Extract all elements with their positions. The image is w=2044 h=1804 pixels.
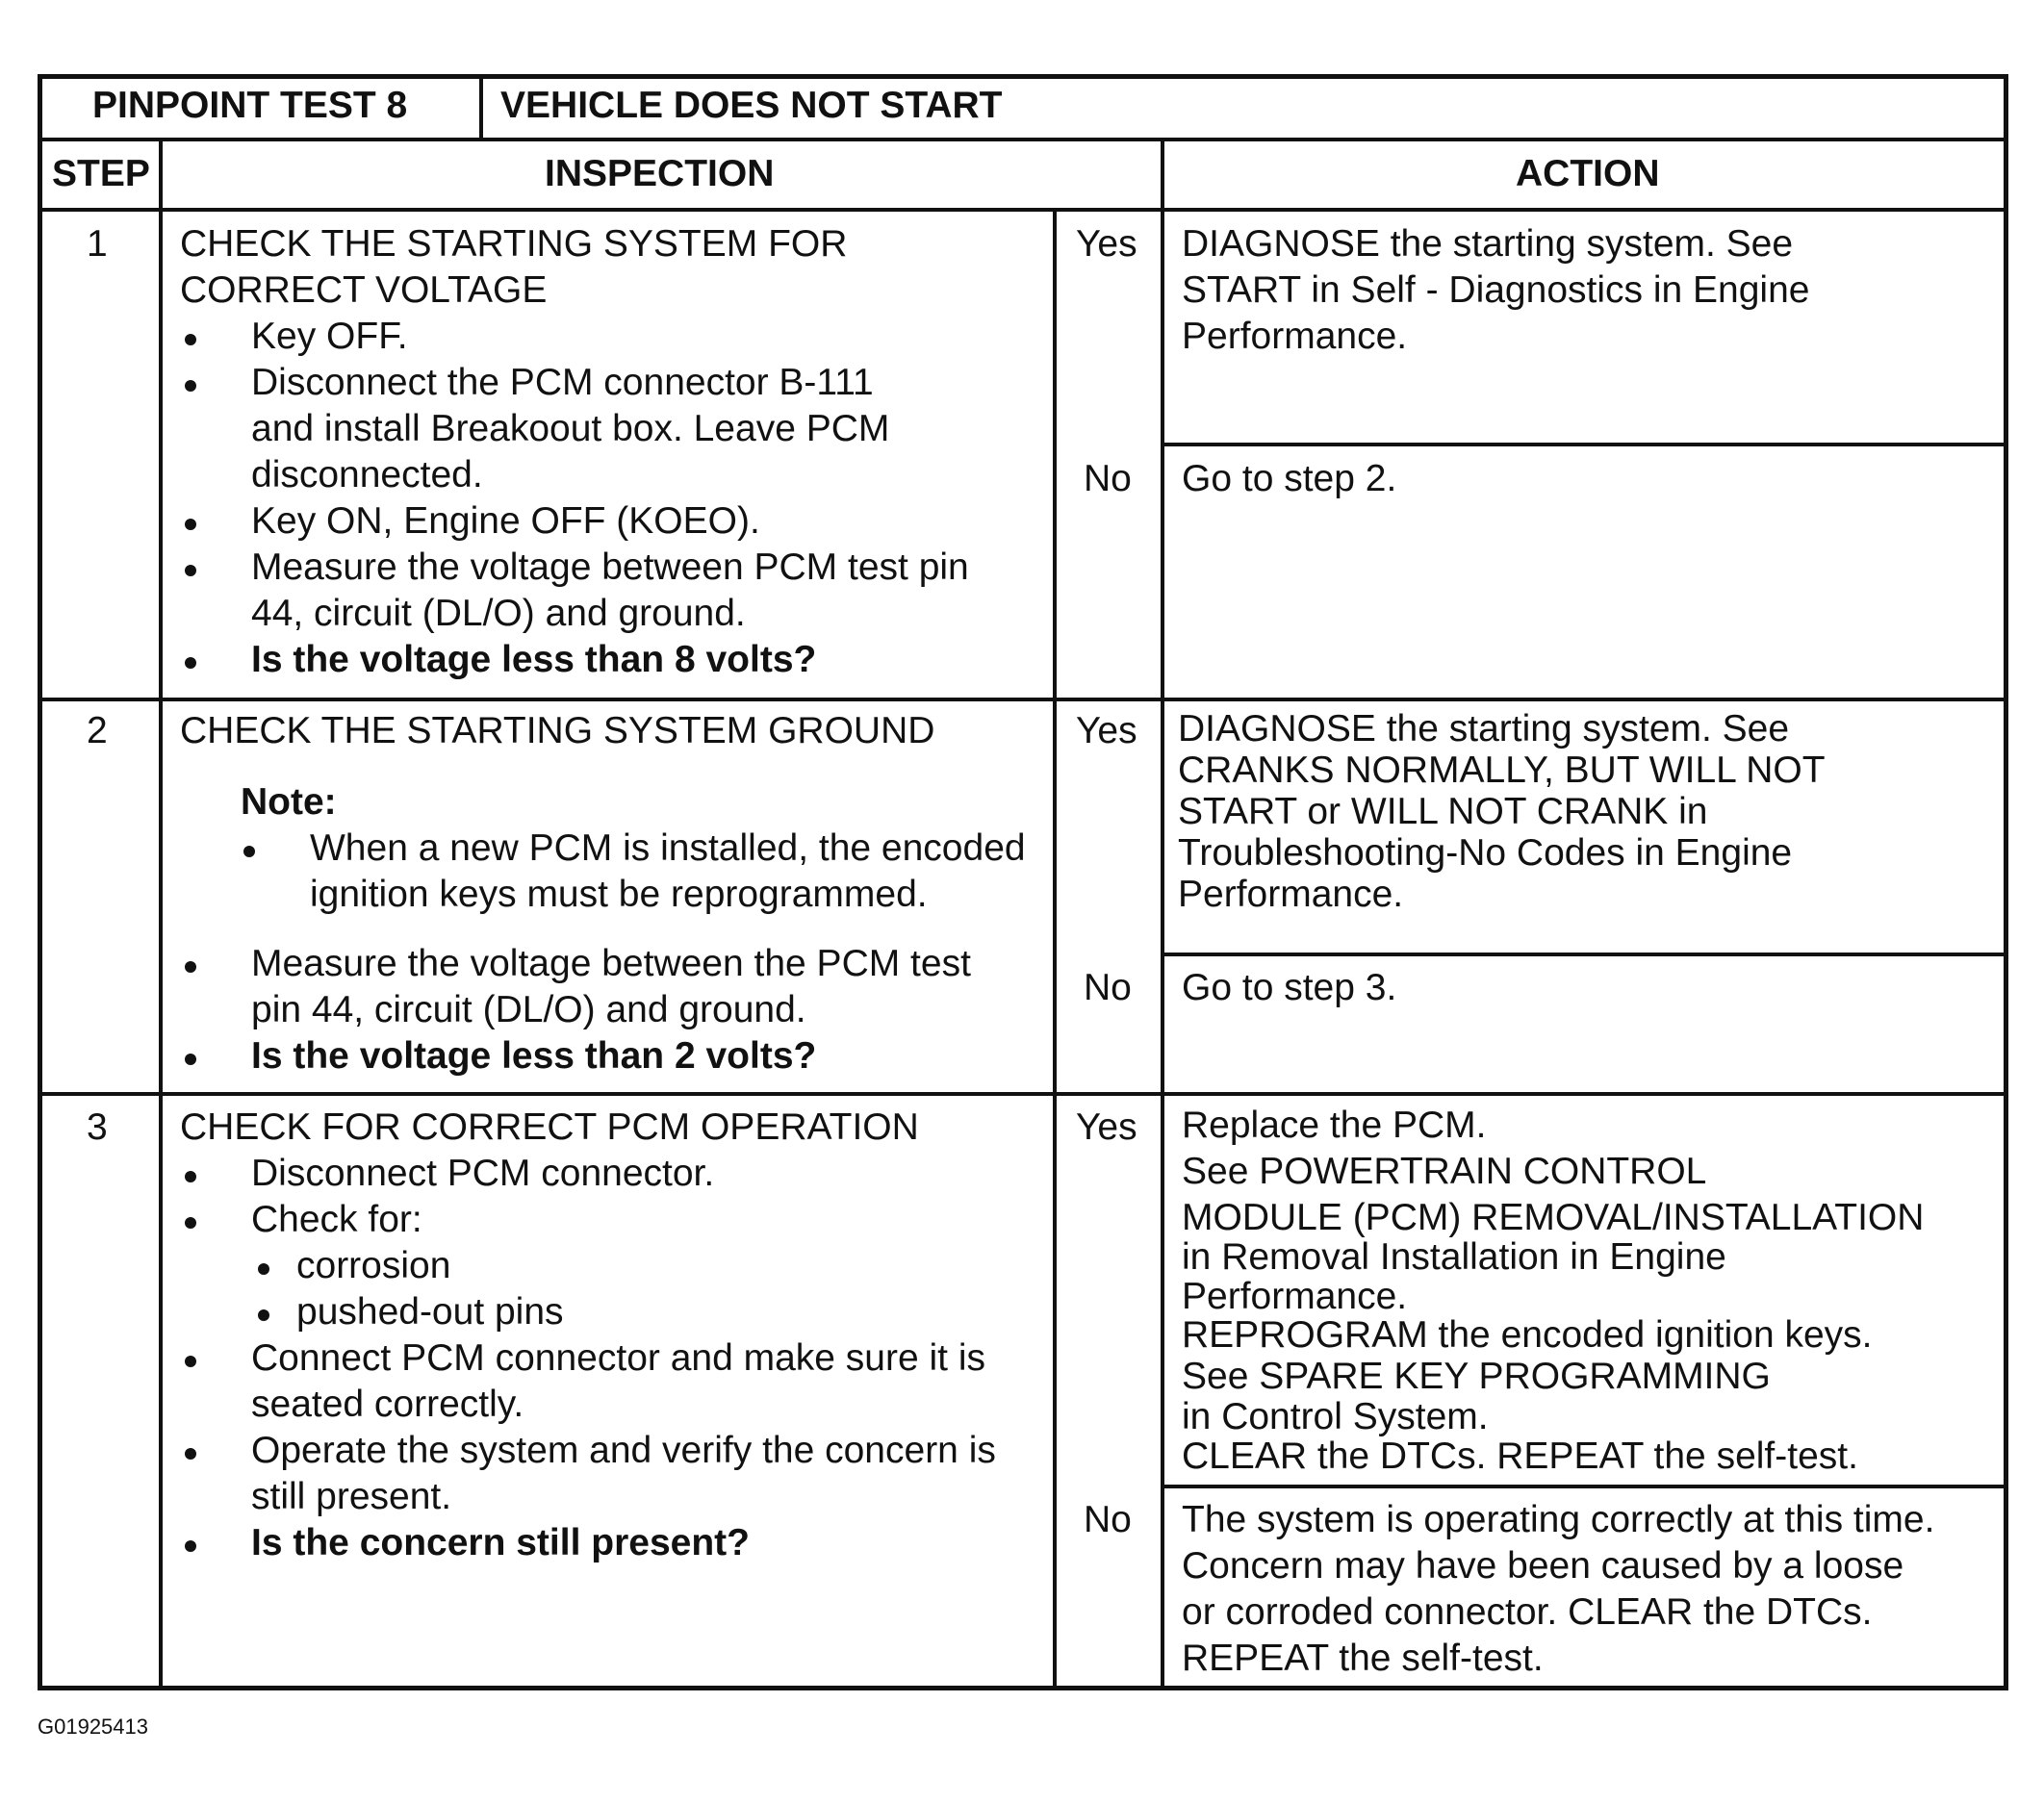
test-title: VEHICLE DOES NOT START [500,85,1003,126]
bullet-text: Disconnect the PCM connector B-111 [251,362,874,403]
test-label: PINPOINT TEST 8 [92,85,408,126]
yes-action-line: See SPARE KEY PROGRAMMING [1182,1356,1771,1397]
step-number: 1 [87,223,108,265]
rule [1163,953,2008,956]
rule [38,698,2008,701]
yes-action-line: START in Self - Diagnostics in Engine [1182,269,1810,311]
bullet-icon [258,1263,269,1275]
bullet-icon [243,846,255,857]
bullet-text: Measure the voltage between PCM test pin [251,546,969,588]
bullet-text: Key ON, Engine OFF (KOEO). [251,500,760,542]
yes-action-line: CRANKS NORMALLY, BUT WILL NOT [1178,750,1826,791]
rule [479,74,483,140]
bullet-text: and install Breakoout box. Leave PCM [251,408,890,449]
step-question: Is the voltage less than 8 volts? [251,639,817,680]
note-label: Note: [241,781,337,823]
bullet-icon [185,1448,196,1460]
bullet-text: disconnected. [251,454,483,495]
no-label: No [1084,1499,1132,1540]
bullet-text: Key OFF. [251,316,408,357]
rule [38,208,2008,212]
step-heading-line: CHECK THE STARTING SYSTEM FOR [180,223,848,265]
bullet-icon [185,1054,196,1065]
note-text: ignition keys must be reprogrammed. [310,874,928,915]
header-inspection: INSPECTION [545,153,775,194]
no-action-line: Go to step 2. [1182,458,1397,499]
bullet-text: Measure the voltage between the PCM test [251,943,971,984]
step-question: Is the voltage less than 2 volts? [251,1035,817,1077]
no-label: No [1084,458,1132,499]
yes-label: Yes [1076,710,1137,751]
yes-action-line: Troubleshooting-No Codes in Engine [1178,832,1793,874]
no-action-line: Concern may have been caused by a loose [1182,1545,1904,1587]
note-text: When a new PCM is installed, the encoded [310,827,1026,869]
rule [1161,138,1164,210]
step-question: Is the concern still present? [251,1522,750,1563]
yes-action-line: in Removal Installation in Engine [1182,1236,1726,1278]
bullet-icon [185,1171,196,1182]
bullet-icon [185,380,196,392]
sub-bullet-text: corrosion [296,1245,451,1286]
no-action-line: Go to step 3. [1182,967,1397,1008]
bullet-icon [185,961,196,973]
yes-action-line: CLEAR the DTCs. REPEAT the self-test. [1182,1436,1858,1477]
step-number: 3 [87,1106,108,1148]
step-number: 2 [87,710,108,751]
yes-action-line: Performance. [1182,316,1408,357]
yes-action-line: START or WILL NOT CRANK in [1178,791,1708,832]
rule [1163,443,2008,446]
rule [1163,1485,2008,1488]
step-heading-line: CHECK THE STARTING SYSTEM GROUND [180,710,935,751]
bullet-text: 44, circuit (DL/O) and ground. [251,593,746,634]
bullet-icon [185,565,196,576]
yes-action-line: in Control System. [1182,1396,1489,1437]
header-step: STEP [52,153,150,194]
no-action-line: REPEAT the self-test. [1182,1638,1544,1679]
step-heading-line: CHECK FOR CORRECT PCM OPERATION [180,1106,919,1148]
bullet-icon [185,334,196,345]
yes-action-line: Performance. [1182,1276,1408,1317]
bullet-icon [185,1540,196,1552]
bullet-text: seated correctly. [251,1384,524,1425]
yes-action-line: Replace the PCM. [1182,1105,1487,1146]
yes-action-line: MODULE (PCM) REMOVAL/INSTALLATION [1182,1197,1925,1238]
rule [38,1092,2008,1096]
rule [38,138,2008,141]
figure-id: G01925413 [38,1715,148,1739]
bullet-icon [258,1309,269,1321]
yes-action-line: See POWERTRAIN CONTROL [1182,1151,1707,1192]
no-action-line: The system is operating correctly at this time. [1182,1499,1935,1540]
rule [1053,208,1057,1690]
yes-label: Yes [1076,223,1137,265]
bullet-icon [185,1217,196,1229]
step-heading-line: CORRECT VOLTAGE [180,269,548,311]
yes-label: Yes [1076,1106,1137,1148]
yes-action-line: Performance. [1178,874,1404,915]
bullet-text: pin 44, circuit (DL/O) and ground. [251,989,806,1030]
header-action: ACTION [1516,153,1660,194]
yes-action-line: DIAGNOSE the starting system. See [1178,708,1790,750]
no-action-line: or corroded connector. CLEAR the DTCs. [1182,1591,1873,1633]
bullet-text: still present. [251,1476,452,1517]
yes-action-line: REPROGRAM the encoded ignition keys. [1182,1314,1873,1356]
rule [159,138,163,1690]
yes-action-line: DIAGNOSE the starting system. See [1182,223,1794,265]
bullet-text: Disconnect PCM connector. [251,1153,715,1194]
bullet-icon [185,657,196,669]
bullet-text: Check for: [251,1199,422,1240]
bullet-text: Operate the system and verify the concern is [251,1430,996,1471]
bullet-icon [185,519,196,530]
rule [1161,208,1164,1690]
bullet-text: Connect PCM connector and make sure it is [251,1337,986,1379]
no-label: No [1084,967,1132,1008]
sub-bullet-text: pushed-out pins [296,1291,564,1333]
bullet-icon [185,1356,196,1367]
